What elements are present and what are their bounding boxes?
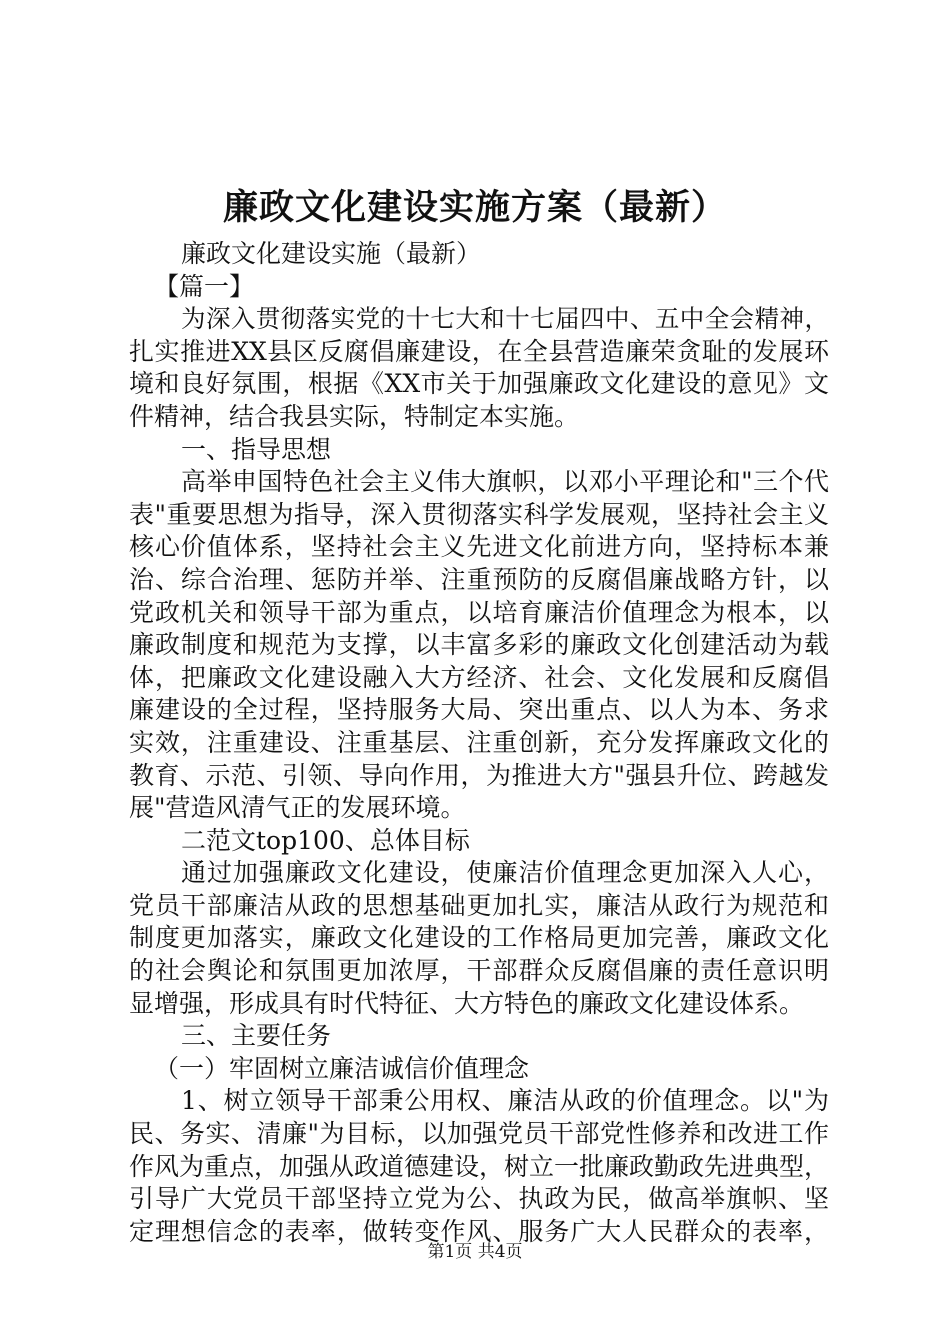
paragraph-line: 廉政制度和规范为支撑，以丰富多彩的廉政文化创建活动为载 <box>129 630 829 660</box>
section-label: 【篇一】 <box>154 271 255 301</box>
paragraph-line: 为深入贯彻落实党的十七大和十七届四中、五中全会精神， <box>181 304 829 334</box>
paragraph-line: 制度更加落实，廉政文化建设的工作格局更加完善，廉政文化 <box>129 923 829 953</box>
section-heading: 三、主要任务 <box>181 1021 332 1051</box>
paragraph-line: 通过加强廉政文化建设，使廉洁价值理念更加深入人心， <box>181 858 829 888</box>
paragraph-line: 扎实推进XX县区反腐倡廉建设，在全县营造廉荣贪耻的发展环 <box>129 336 829 366</box>
paragraph-line: 作风为重点，加强从政道德建设，树立一批廉政勤政先进典型， <box>129 1151 830 1181</box>
paragraph-line: 党员干部廉洁从政的思想基础更加扎实，廉洁从政行为规范和 <box>129 890 829 920</box>
section-heading: 二范文top100、总体目标 <box>181 825 470 855</box>
paragraph-line: 显增强，形成具有时代特征、大方特色的廉政文化建设体系。 <box>129 988 805 1018</box>
paragraph-line: 境和良好氛围，根据《XX市关于加强廉政文化建设的意见》文 <box>129 369 829 399</box>
paragraph-line: 表"重要思想为指导，深入贯彻落实科学发展观，坚持社会主义 <box>129 499 829 529</box>
subsection-heading: （一）牢固树立廉洁诚信价值理念 <box>154 1053 530 1083</box>
paragraph-line: 核心价值体系，坚持社会主义先进文化前进方向，坚持标本兼 <box>129 532 829 562</box>
paragraph-line: 廉建设的全过程，坚持服务大局、突出重点、以人为本、务求 <box>129 695 829 725</box>
paragraph-line: 件精神，结合我县实际，特制定本实施。 <box>129 401 580 431</box>
page-footer: 第1页 共4页 <box>427 1242 523 1262</box>
paragraph-line: 定理想信念的表率，做转变作风、服务广大人民群众的表率， <box>129 1216 829 1246</box>
paragraph-line: 实效，注重建设、注重基层、注重创新，充分发挥廉政文化的 <box>129 727 829 757</box>
document-body <box>129 238 829 1248</box>
paragraph-line: 1、树立领导干部秉公用权、廉洁从政的价值理念。以"为 <box>181 1086 829 1116</box>
section-heading: 一、指导思想 <box>181 434 332 464</box>
subtitle-line: 廉政文化建设实施（最新） <box>181 239 482 268</box>
document-title: 廉政文化建设实施方案（最新） <box>222 187 727 228</box>
paragraph-line: 展"营造风清气正的发展环境。 <box>129 793 466 823</box>
paragraph-line: 体，把廉政文化建设融入大方经济、社会、文化发展和反腐倡 <box>129 662 829 692</box>
paragraph-line: 引导广大党员干部坚持立党为公、执政为民，做高举旗帜、坚 <box>129 1184 829 1214</box>
paragraph-line: 的社会舆论和氛围更加浓厚，干部群众反腐倡廉的责任意识明 <box>129 956 829 986</box>
paragraph-line: 治、综合治理、惩防并举、注重预防的反腐倡廉战略方针，以 <box>129 564 829 594</box>
paragraph-line: 民、务实、清廉"为目标，以加强党员干部党性修养和改进工作 <box>129 1119 829 1149</box>
paragraph-line: 高举申国特色社会主义伟大旗帜，以邓小平理论和"三个代 <box>181 467 829 497</box>
paragraph-line: 教育、示范、引领、导向作用，为推进大方"强县升位、跨越发 <box>129 760 829 790</box>
paragraph-line: 党政机关和领导干部为重点，以培育廉洁价值理念为根本，以 <box>129 597 829 627</box>
